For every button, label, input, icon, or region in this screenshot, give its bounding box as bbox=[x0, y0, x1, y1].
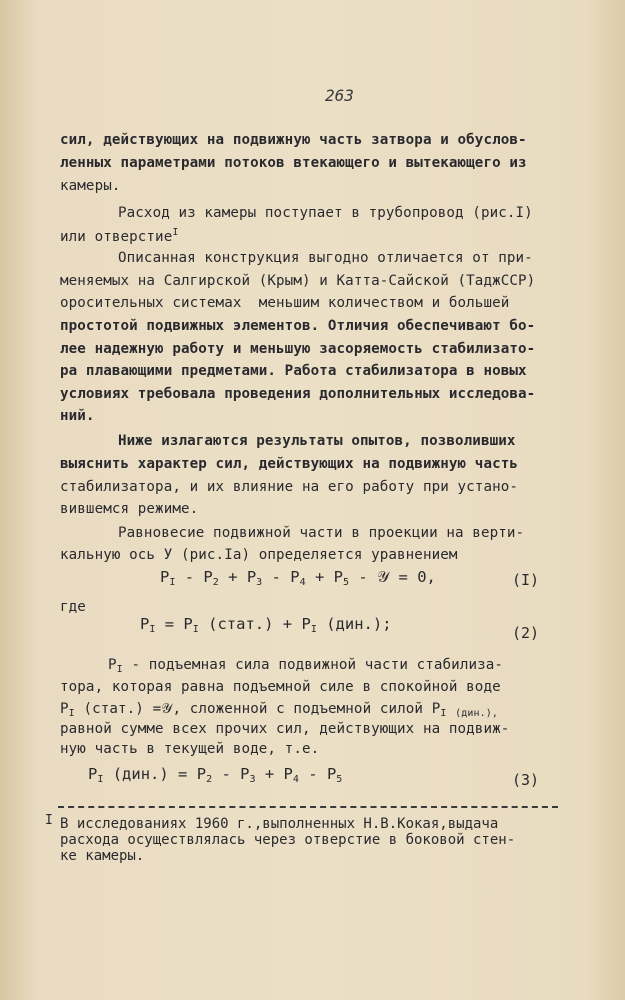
page-number: 263 bbox=[325, 86, 354, 105]
text-line: тора, которая равна подъемной силе в спокойной воде bbox=[60, 679, 501, 695]
equation-2: $P_I = P_I$ (стат.) + $P_I$ (дин.); bbox=[140, 615, 392, 635]
text-line: оросительных системах меньшим количеством и большей bbox=[60, 295, 510, 311]
text-line: Ниже излагаются результаты опытов, позволивших bbox=[118, 433, 516, 449]
text-line: меняемых на Салгирской (Крым) и Катта-Сайской (ТаджССР) bbox=[60, 273, 536, 289]
text-line: лее надежную работу и меньшую засоряемость стабилизато- bbox=[60, 341, 536, 357]
text-line: Равновесие подвижной части в проекции на верти- bbox=[118, 525, 525, 541]
footnote-line: расхода осуществлялась через отверстие в боковой стен- bbox=[60, 832, 516, 848]
text-line: камеры. bbox=[60, 178, 121, 194]
text-line: равной сумме всех прочих сил, действующих на подвиж- bbox=[60, 721, 510, 737]
footnote-divider bbox=[58, 806, 558, 808]
equation-number: (I) bbox=[512, 571, 540, 589]
text-line: выяснить характер сил, действующих на подвижную часть bbox=[60, 456, 519, 472]
text-line: ра плавающими предметами. Работа стабилизатора в новых bbox=[60, 363, 527, 379]
equation-number: (2) bbox=[512, 624, 540, 642]
footnote-line: ке камеры. bbox=[60, 848, 145, 864]
equation-number: (3) bbox=[512, 771, 540, 789]
text-line: ний. bbox=[60, 408, 95, 424]
text-line: ную часть в текущей воде, т.е. bbox=[60, 741, 320, 757]
footnote-mark: I bbox=[45, 813, 53, 828]
text-line: Расход из камеры поступает в трубопровод (рис.I) bbox=[118, 205, 533, 221]
equation-1: $P_I - P_2 + P_3 - P_4 + P_5$ - 𝒴 = 0, bbox=[160, 568, 436, 588]
text-line: вившемся режиме. bbox=[60, 501, 199, 517]
text-line: условиях требовала проведения дополнительных исследова- bbox=[60, 386, 536, 402]
text-line: кальную ось У (рис.Iа) определяется уравнением bbox=[60, 547, 458, 563]
footnote-line: В исследованиях 1960 г.,выполненных Н.В.Кокая,выдача bbox=[60, 816, 499, 832]
text-line: стабилизатора, и их влияние на его работу при устано- bbox=[60, 479, 519, 495]
text-line: Описанная конструкция выгодно отличается от при- bbox=[118, 250, 533, 266]
text-line: или отверстие$^I$ bbox=[60, 227, 179, 245]
text-line: простотой подвижных элементов. Отличия обеспечивают бо- bbox=[60, 318, 536, 334]
text-line: ленных параметрами потоков втекающего и вытекающего из bbox=[60, 155, 527, 171]
text-line: сил, действующих на подвижную часть затвора и обуслов- bbox=[60, 132, 527, 148]
text-line: где bbox=[60, 599, 86, 615]
text-line: $P_I$ - подъемная сила подвижной части стабилиза- bbox=[108, 657, 504, 675]
footnote-reference: I bbox=[172, 227, 179, 238]
text-line: $P_I$ (стат.) =𝒴, сложенной с подъемной силой $P_I$ $_{(дин.),}$ bbox=[60, 701, 498, 719]
equation-3: $P_I$ $(дин.) = P_2 - P_3 + P_4 - P_5$ bbox=[88, 765, 343, 785]
